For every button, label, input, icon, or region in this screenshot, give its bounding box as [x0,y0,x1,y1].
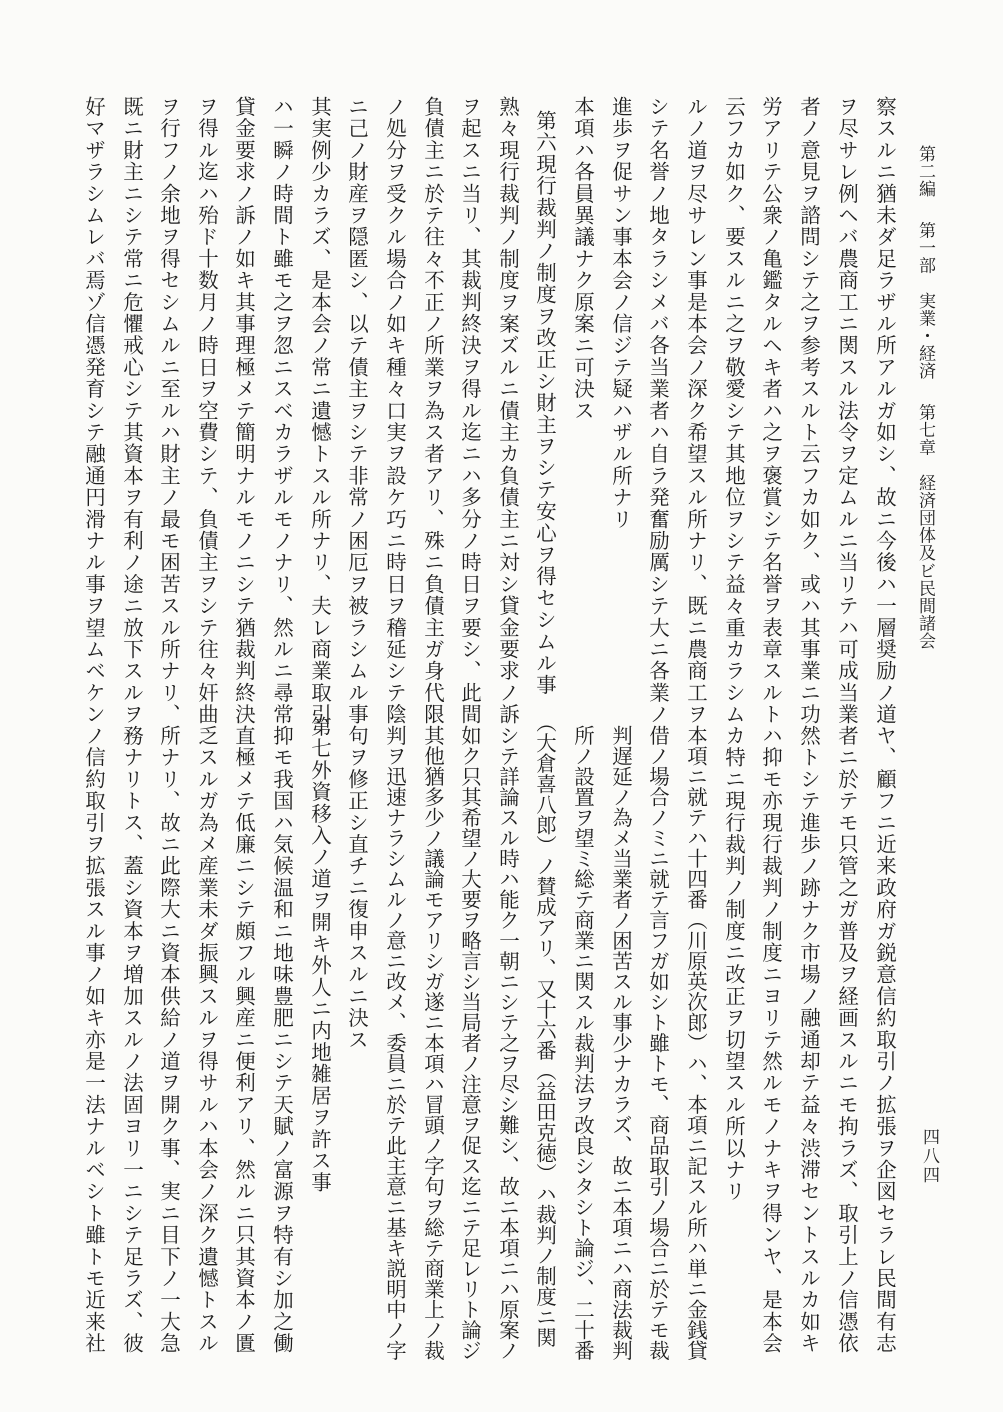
text-column: 務ナリトス、蓋シ資本ヲ増加スルノ法固ヨリ一ニシテ足ラズ、彼 [119,725,144,1355]
text-column: 好マザラシムレバ焉ゾ信憑発育シテ融通円滑ナル事ヲ望ムベケン [81,96,106,726]
text-column: ハ抑モ亦現行裁判ノ制度ニヨリテ然ルモノナキヲ得ンヤ、是本会 [758,725,783,1355]
text-column: 察スルニ猶未ダ足ラザル所アルガ如シ、故ニ今後ハ一層奨励ノ道 [872,96,897,726]
text-column: 者ノ意見ヲ諮問シテ之ヲ参考スルト云フカ如ク、或ハ其事業ニ功 [796,96,821,726]
text-column: 所ノ設置ヲ望ミ総テ商業ニ関スル裁判法ヲ改良シタシト論ジ、二十番 [570,725,595,1361]
text-column: 乏スルガ為メ産業未ダ振興スルヲ得サルハ本会ノ深ク遺憾トスル [194,725,219,1355]
text-column: 判ヲ迅速ナラシムルノ意ニ改メ、委員ニ於テ此主意ニ基キ説明中ノ字 [382,725,407,1361]
text-column: 如ク只其希望ノ大要ヲ略言シ当局者ノ注意ヲ促ス迄ニテ足レリト論ジ [457,725,482,1361]
text-column: 其他猶多少ノ議論モアリシガ遂ニ本項ハ冒頭ノ字句ヲ総テ商業上ノ裁 [420,725,445,1361]
text-column: （大倉喜八郎）ノ賛成アリ、又十六番（益田克徳）ハ裁判ノ制度ニ関 [532,712,557,1348]
text-column: 云フカ如ク、要スルニ之ヲ敬愛シテ其地位ヲシテ益々重カラシム [721,96,746,726]
text-column: ヲ行フノ余地ヲ得セシムルニ至ルハ財主ノ最モ困苦スル所ナリ、 [156,96,181,726]
text-column: ヲ得ル迄ハ殆ド十数月ノ時日ヲ空費シテ、負債主ヲシテ往々奸曲 [194,96,219,726]
text-column: ノ信約取引ヲ拡張スル事ノ如キ亦是一法ナルベシト雖トモ近来社 [81,725,106,1355]
text-column: 然トシテ進歩ノ跡ナク市場ノ融通却テ益々渋滞セントスルカ如キ [796,725,821,1355]
text-column: ニ己ノ財産ヲ隠匿シ、以テ債主ヲシテ非常ノ困厄ヲ被ラシムル事 [344,96,369,726]
text-column: シテ名誉ノ地タラシメバ各当業者ハ自ラ発奮励厲シテ大ニ各業ノ [645,96,670,726]
text-column: ヲ起スニ当リ、其裁判終決ヲ得ル迄ニハ多分ノ時日ヲ要シ、此間 [457,96,482,726]
page-number: 四八四 [919,1128,939,1185]
text-column: 者ニ於テモ只管之ガ普及ヲ経画スルニモ拘ラズ、取引上ノ信憑依 [834,725,859,1355]
text-column: 句ヲ修正シ直チニ復申スルニ決ス [344,725,369,1051]
text-column: 其実例少カラズ、是本会ノ常ニ遺憾トスル所ナリ、夫レ商業取引 [307,96,332,726]
text-column: 貸金要求ノ訴ノ如キ其事理極メテ簡明ナルモノニシテ猶裁判終決 [231,96,256,726]
text-column: ノ処分ヲ受クル場合ノ如キ種々口実ヲ設ケ巧ニ時日ヲ稽延シテ陰 [382,96,407,726]
text-column: 負債主ニ於テ往々不正ノ所業ヲ為ス者アリ、殊ニ負債主ガ身代限 [420,96,445,726]
text-column: ハ一瞬ノ時間ト雖モ之ヲ忽ニスベカラザルモノナリ、然ルニ尋常 [269,96,294,726]
text-column: 既ニ財主ニシテ常ニ危懼戒心シテ其資本ヲ有利ノ途ニ放下スルヲ [119,96,144,726]
text-column: ヲ尽サレ例ヘバ農商工ニ関スル法令ヲ定ムルニ当リテハ可成当業 [834,96,859,726]
text-column: 判遅延ノ為メ当業者ノ困苦スル事少ナカラズ、故ニ本項ニハ商法裁判 [608,725,633,1361]
text-column: 抑モ我国ハ気候温和ニ地味豊肥ニシテ天賦ノ富源ヲ特有シ加之働 [269,725,294,1355]
section-heading: 第七外資移入ノ道ヲ開キ外人ニ内地雑居ヲ許ス事 [307,716,332,1194]
text-column: カ特ニ現行裁判ノ制度ニ改正ヲ切望スル所以ナリ [721,725,746,1203]
resolution-line: 本項ハ各員異議ナク原案ニ可決ス [570,96,595,422]
text-column: ヤ、顧フニ近来政府ガ鋭意信約取引ノ拡張ヲ企図セラレ民間有志 [872,725,897,1355]
text-column: 借ノ場合ノミニ就テ言フガ如シト雖トモ、商品取引ノ場合ニ於テモ裁 [645,725,670,1361]
text-column: 進歩ヲ促サン事本会ノ信ジテ疑ハザル所ナリ [608,96,633,530]
text-column: 労アリテ公衆ノ亀鑑タルヘキ者ハ之ヲ褒賞シテ名誉ヲ表章スルト [758,96,783,726]
text-column: 熟々現行裁判ノ制度ヲ案ズルニ債主カ負債主ニ対シ貸金要求ノ訴 [495,96,520,726]
text-column: シテ詳論スル時ハ能ク一朝ニシテ之ヲ尽シ難シ、故ニ本項ニハ原案ノ [495,725,520,1361]
text-column: 直極メテ低廉ニシテ頗フル興産ニ便利アリ、然ルニ只其資本ノ匱 [231,725,256,1355]
text-column: 所ナリ、故ニ此際大ニ資本供給ノ道ヲ開ク事、実ニ目下ノ一大急 [156,725,181,1355]
text-column: ルノ道ヲ尽サレン事是本会ノ深ク希望スル所ナリ、既ニ農商工ヲ [683,96,708,726]
text-column: 本項ニ就テハ十四番（川原英次郎）ハ、本項ニ記スル所ハ単ニ金銭貸 [683,725,708,1361]
running-head: 第二編 第一部 実業・経済 第七章 経済団体及ビ民間諸会 [915,145,935,650]
section-heading: 第六現行裁判ノ制度ヲ改正シ財主ヲシテ安心ヲ得セシムル事 [532,110,557,696]
